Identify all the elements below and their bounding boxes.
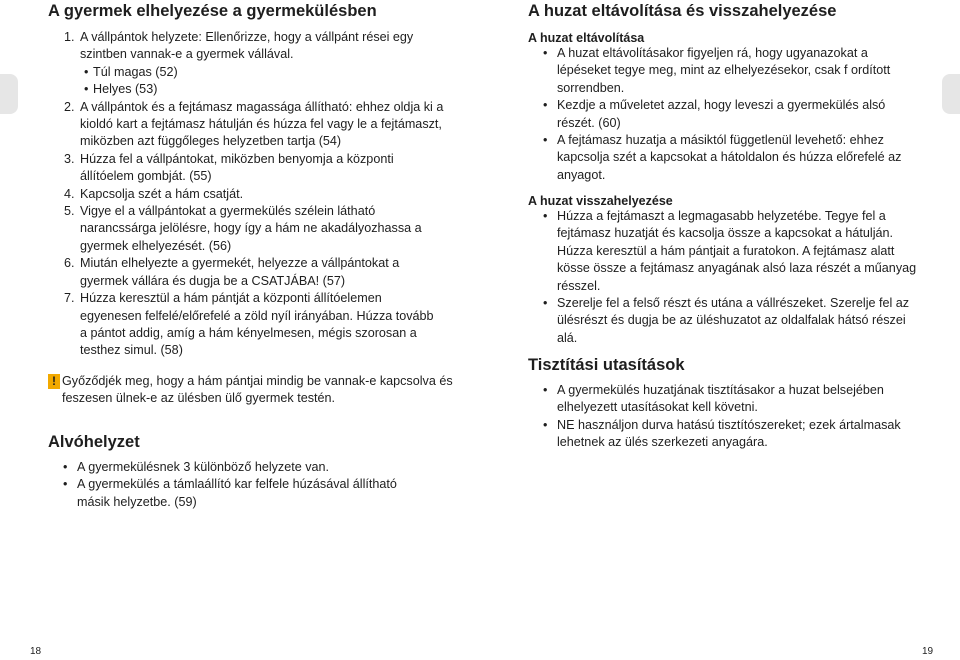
step-number: 2. (64, 99, 75, 114)
left-page-tab (0, 74, 18, 114)
list-item: • A gyermekülésnek 3 különböző helyzete van. (48, 459, 428, 476)
replace-list (528, 208, 923, 347)
list-item: • A fejtámasz huzatja a másiktól függetlenül levehető: ehhez kapcsolja szét a kapcsokat a hátoldalon és húzza előrefelé az anyagot. (528, 132, 923, 184)
section-title-cover: A huzat eltávolítása és visszahelyezése (528, 2, 837, 20)
step-number: 1. (64, 30, 75, 44)
subsection-title-replace: A huzat visszahelyezése (528, 194, 673, 208)
warning-text: Győződjék meg, hogy a hám pántjai mindig be vannak-e kapcsolva és feszesen ülnek-e az ülésben ülő gyermek testén. (62, 374, 453, 406)
sleep-position-list (48, 459, 428, 511)
step-item (64, 186, 444, 203)
step-number: 3. (64, 151, 75, 166)
section-title-sleep-position: Alvóhelyzet (48, 433, 140, 451)
step-number: 5. (64, 204, 75, 219)
section-title-placing-child: A gyermek elhelyezése a gyermekülésben (48, 2, 377, 20)
step-text: Kapcsolja szét a hám csatját. (80, 186, 244, 201)
step-text: Húzza keresztül a hám pántját a központi állítóelemen egyenesen felfelé/előrefelé a zöld nyíl irányában. Húzza tovább a pántot addig, amíg a hám kényelmesen, mégis szorosan a testhez simul. (58) (80, 291, 434, 358)
step-text: A vállpántok helyzete: Ellenőrizze, hogy a vállpánt rései egy szintben vannak-e a gyermek vállával. (80, 30, 414, 62)
warning-icon: ! (48, 374, 60, 389)
step-item (64, 203, 444, 255)
cleaning-list (528, 382, 923, 452)
step-number: 4. (64, 186, 75, 201)
step-text: Miután elhelyezte a gyermekét, helyezze a vállpántokat a gyermek vállára és dugja be a CSATJÁBA! (57) (80, 256, 400, 288)
subsection-title-removal: A huzat eltávolítása (528, 31, 645, 45)
step-item (64, 255, 444, 290)
right-page (480, 0, 960, 660)
step-item (64, 290, 444, 360)
warning-note (48, 373, 454, 408)
step-number: 6. (64, 256, 75, 271)
page-number-left: 18 (30, 646, 42, 657)
right-page-tab (942, 74, 960, 114)
step-text: A vállpántok és a fejtámasz magassága állítható: ehhez oldja ki a kioldó kart a fejtámasz hátulján és húzza fel vagy le a fejtámaszt, miközben azt függőleges helyzetben tartja (54) (80, 99, 444, 149)
step-item (64, 151, 444, 186)
step-text: Vigye el a vállpántokat a gyermekülés szélein látható narancssárga jelölésre, hogy így a hám ne akadályozhassa a gyermek elhelyezését. (56) (80, 204, 422, 253)
page-number-right: 19 (922, 646, 934, 657)
sub-item-too-high: • Túl magas (52) (64, 64, 444, 81)
step-item (64, 99, 444, 151)
placing-steps-list (64, 29, 444, 360)
list-item: • Húzza a fejtámaszt a legmagasabb helyzetébe. Tegye fel a fejtámasz huzatját és kacsolja össze a kapcsokat a hátulján. Húzza keresztül a hám pántjait a furatokon. A fejtámasz alatt kösse össze a fejtámasz anyagának alsó laza részét a műanyag résszel. (528, 208, 923, 295)
section-title-cleaning: Tisztítási utasítások (528, 356, 685, 374)
list-item: • Szerelje fel a felső részt és utána a vállrészeket. Szerelje fel az ülésrészt és dugja be az üléshuzatot az oldalfalak hátsó részei alá. (528, 295, 923, 347)
step-text: Húzza fel a vállpántokat, miközben benyomja a központi állítóelem gombját. (55) (80, 151, 394, 184)
list-item: • A gyermekülés a támlaállító kar felfele húzásával állítható másik helyzetbe. (59) (48, 476, 428, 511)
sub-item-correct: • Helyes (53) (64, 81, 444, 98)
step-item (64, 29, 444, 99)
step1-sublist (64, 64, 444, 99)
removal-list (528, 45, 923, 184)
list-item: • NE használjon durva hatású tisztítószereket; ezek ártalmasak lehetnek az ülés szerkezeti anyagára. (528, 417, 923, 452)
list-item: • Kezdje a műveletet azzal, hogy leveszi a gyermekülés alsó részét. (60) (528, 97, 923, 132)
step-number: 7. (64, 291, 75, 306)
list-item: • A gyermekülés huzatjának tisztításakor a huzat belsejében elhelyezett utasításokat kell követni. (528, 382, 923, 417)
list-item: • A huzat eltávolításakor figyeljen rá, hogy ugyanazokat a lépéseket tegye meg, mint az elhelyezésekor, csak f ordított sorrendben. (528, 45, 923, 97)
